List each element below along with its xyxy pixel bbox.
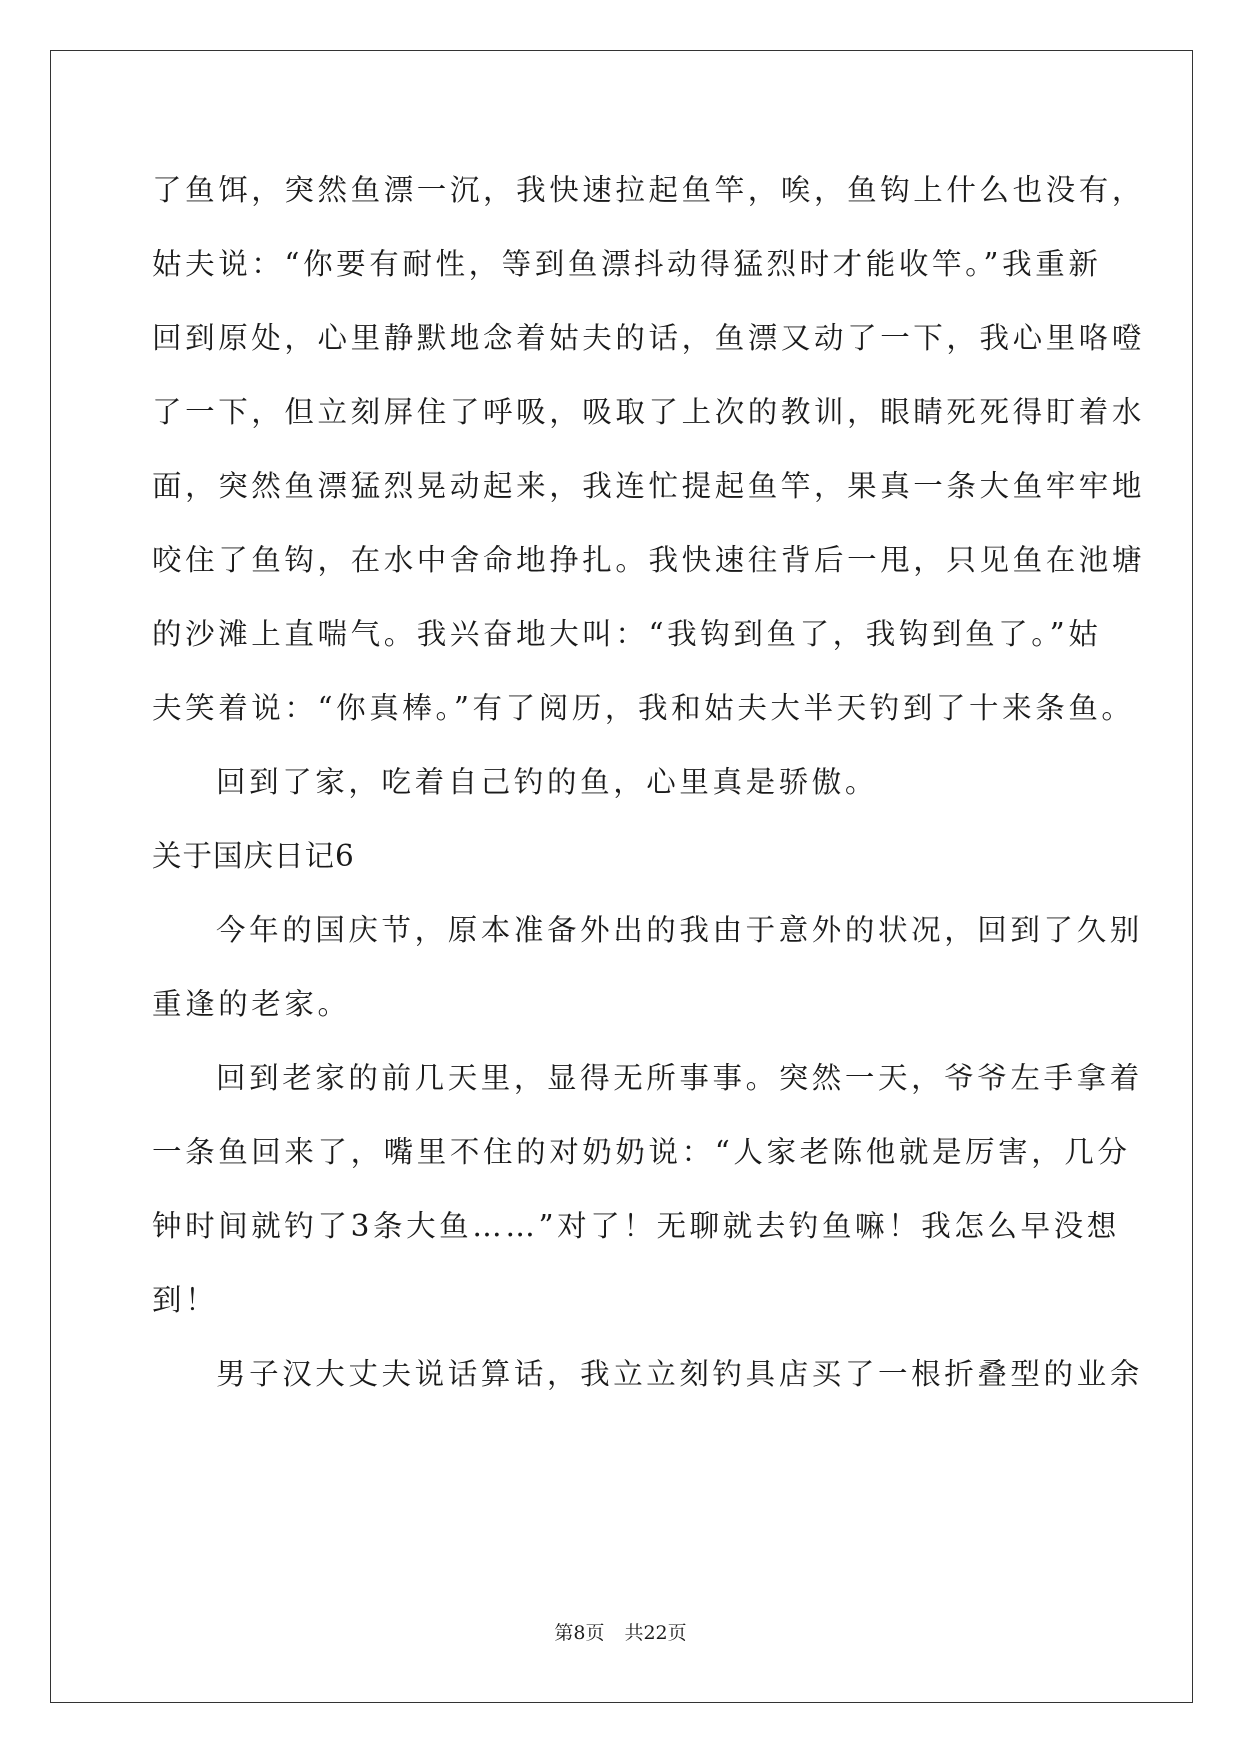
page-footer — [0, 1621, 1241, 1645]
page-number: 第8页 — [554, 1622, 605, 1644]
body-line: 了鱼饵，突然鱼漂一沉，我快速拉起鱼竿，唉，鱼钩上什么也没有， — [152, 173, 1146, 207]
body-line: 夫笑着说：“你真棒。”有了阅历，我和姑夫大半天钓到了十来条鱼。 — [152, 691, 1135, 725]
section-heading: 关于国庆日记6 — [152, 839, 355, 873]
paragraph-first-line: 回到了家，吃着自己钓的鱼，心里真是骄傲。 — [216, 765, 879, 799]
body-line: 一条鱼回来了，嘴里不住的对奶奶说：“人家老陈他就是厉害，几分 — [152, 1135, 1131, 1169]
page-total: 共22页 — [624, 1622, 687, 1644]
paragraph-first-line: 男子汉大丈夫说话算话，我立立刻钓具店买了一根折叠型的业余 — [216, 1357, 1143, 1391]
body-line: 面，突然鱼漂猛烈晃动起来，我连忙提起鱼竿，果真一条大鱼牢牢地 — [152, 469, 1146, 503]
body-line: 到！ — [152, 1283, 219, 1317]
body-line: 姑夫说：“你要有耐性，等到鱼漂抖动得猛烈时才能收竿。”我重新 — [152, 247, 1102, 281]
body-line: 咬住了鱼钩，在水中舍命地挣扎。我快速往背后一甩，只见鱼在池塘 — [152, 543, 1146, 577]
body-line: 了一下，但立刻屏住了呼吸，吸取了上次的教训，眼睛死死得盯着水 — [152, 395, 1146, 429]
body-line: 的沙滩上直喘气。我兴奋地大叫：“我钩到鱼了，我钩到鱼了。”姑 — [152, 617, 1102, 651]
page-border — [50, 50, 1193, 1703]
body-line: 钟时间就钓了3条大鱼……”对了！无聊就去钓鱼嘛！我怎么早没想 — [152, 1209, 1120, 1243]
body-line: 重逢的老家。 — [152, 987, 351, 1021]
paragraph-first-line: 今年的国庆节，原本准备外出的我由于意外的状况，回到了久别 — [216, 913, 1143, 947]
paragraph-first-line: 回到老家的前几天里，显得无所事事。突然一天，爷爷左手拿着 — [216, 1061, 1143, 1095]
body-line: 回到原处，心里静默地念着姑夫的话，鱼漂又动了一下，我心里咯噔 — [152, 321, 1146, 355]
